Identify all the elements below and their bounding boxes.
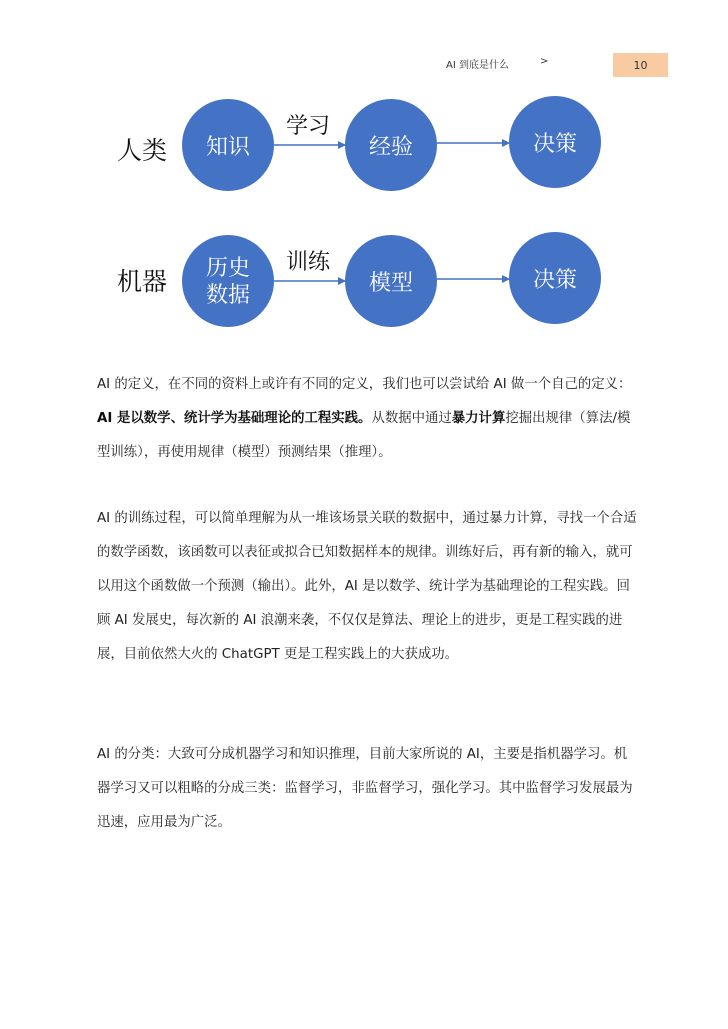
paragraph-classification xyxy=(97,738,637,840)
text-segment: 挖掘出规律（算法/模型训练），再使用规律（模型）预测结果（推理）。 xyxy=(97,411,631,460)
header-arrow: > xyxy=(540,56,549,67)
node-historical-data-line: 历史 xyxy=(205,256,251,281)
node-decision-human-label: 决策 xyxy=(532,132,578,157)
node-knowledge-label: 知识 xyxy=(205,135,251,160)
node-historical-data-line: 数据 xyxy=(205,283,251,308)
bold-text: AI 是以数学、统计学为基础理论的工程实践。 xyxy=(97,411,372,426)
paragraph-training xyxy=(97,502,637,672)
text-segment: AI 的分类：大致可分成机器学习和知识推理，目前大家所说的 AI，主要是指机器学习。机器学习又可以粗略的分成三类：监督学习，非监督学习，强化学习。其中监督学习发展最为迅速，应用最为广泛。 xyxy=(97,747,633,830)
row-label-machine: 机器 xyxy=(116,267,168,296)
node-historical-data xyxy=(182,235,274,327)
bold-text: 暴力计算 xyxy=(451,411,506,426)
edge-label-learning: 学习 xyxy=(285,114,331,139)
page-number: 10 xyxy=(633,58,648,72)
paragraph-definition xyxy=(97,368,637,470)
node-decision-machine-label: 决策 xyxy=(532,268,578,293)
node-experience-label: 经验 xyxy=(368,135,414,160)
text-segment: AI 的训练过程，可以简单理解为从一堆该场景关联的数据中，通过暴力计算，寻找一个合适的数学函数，该函数可以表征或拟合已知数据样本的规律。训练好后，再有新的输入，就可以用这个函数做一个预测（输出）。此外，AI 是以数学、统计学为基础理论的工程实践。回顾 AI 发展史，每次新的 AI 浪潮来袭，不仅仅是算法、理论上的进步，更是工程实践的进展，目前依然大火的 ChatGPT 更是工程实践上的大获成功。 xyxy=(97,511,637,662)
text-segment: AI 的定义，在不同的资料上或许有不同的定义，我们也可以尝试给 AI 做一个自己的定义： xyxy=(97,377,632,392)
edge-label-training: 训练 xyxy=(285,250,331,275)
row-label-human: 人类 xyxy=(116,136,168,165)
flow-diagram xyxy=(0,0,728,340)
node-model-label: 模型 xyxy=(368,271,414,296)
text-segment: 从数据中通过 xyxy=(371,411,452,426)
header-title: AI 到底是什么 xyxy=(446,60,509,71)
